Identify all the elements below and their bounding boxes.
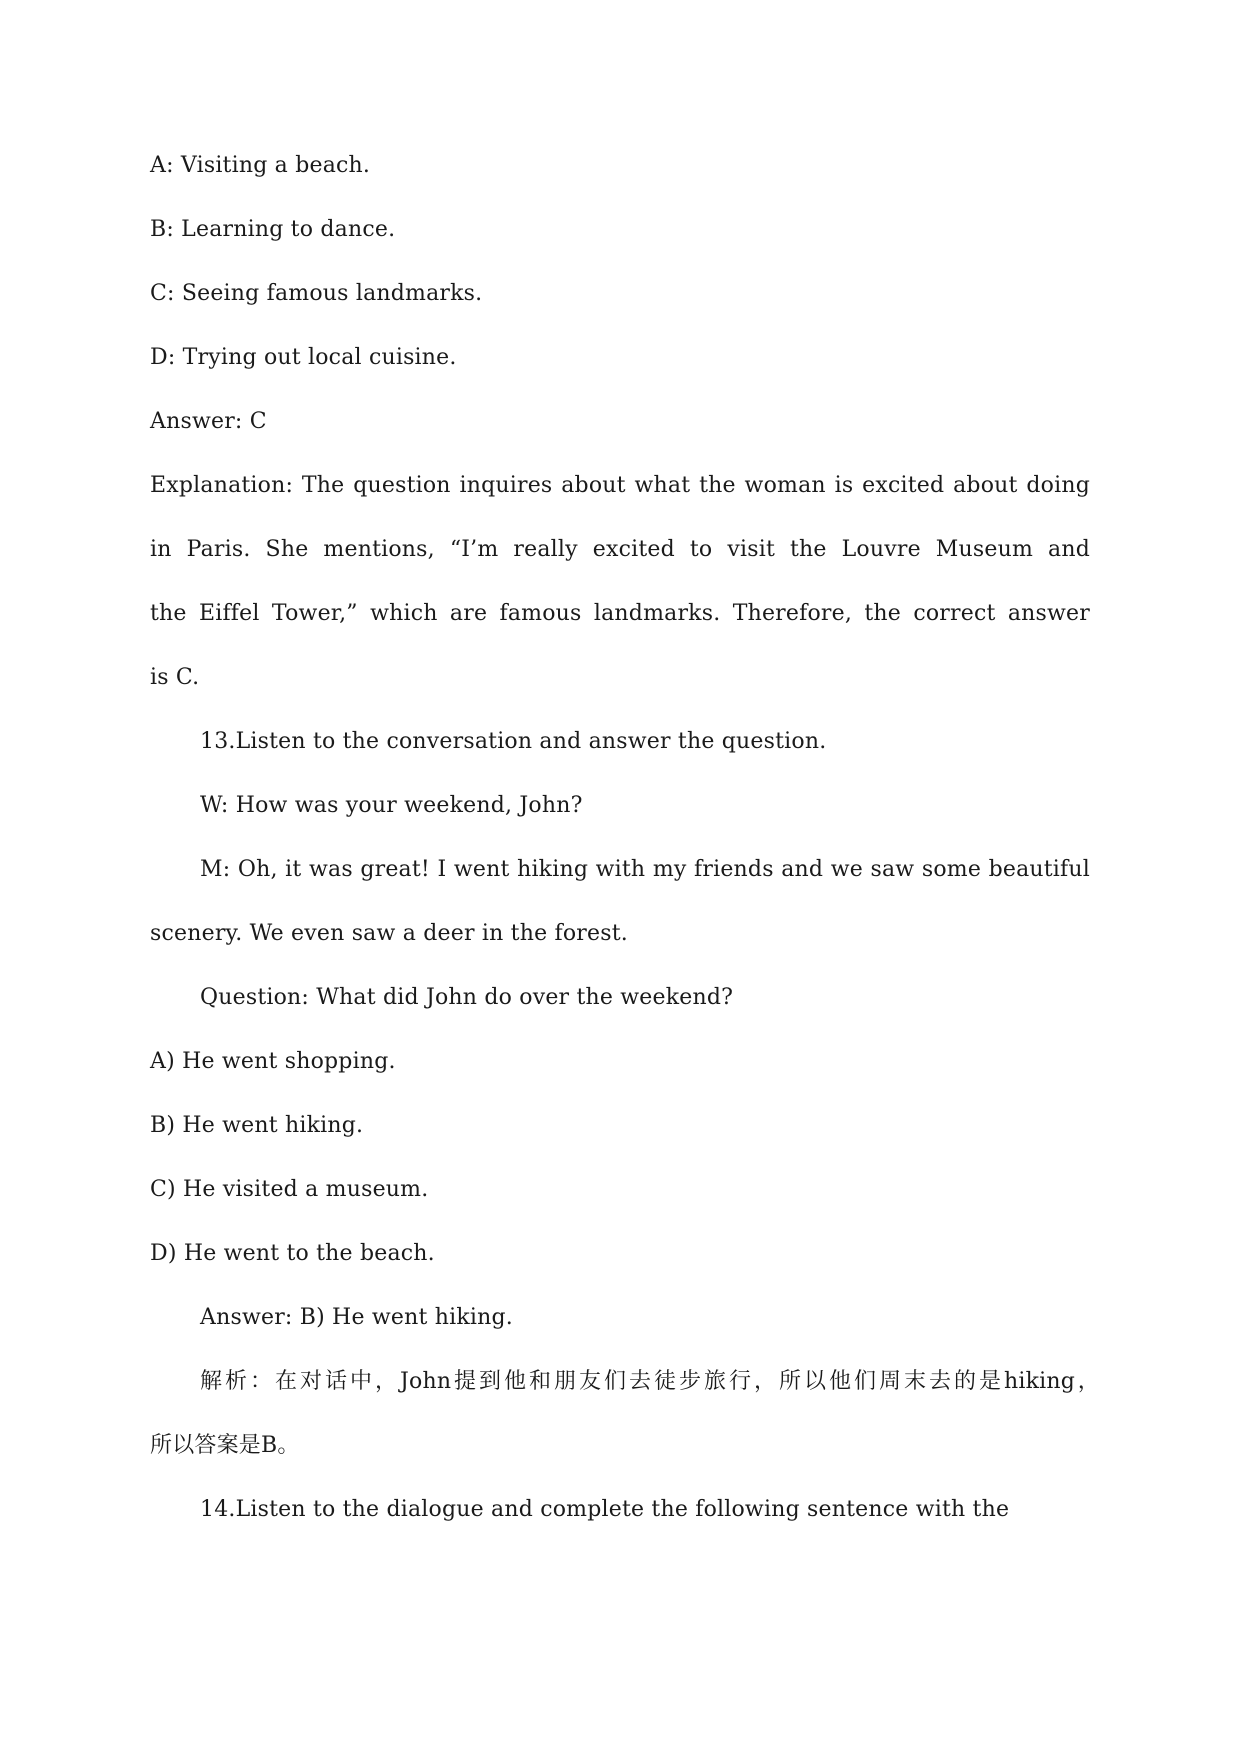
question-14-heading: 14.Listen to the dialogue and complete the following sentence with the (200, 1497, 1010, 1522)
question-13-prompt: Question: What did John do over the weekend? (200, 985, 734, 1010)
explanation-line-3: the Eiffel Tower,” which are famous landmarks. Therefore, the correct answer (150, 601, 1090, 626)
explanation-line-4: is C. (150, 665, 200, 690)
option-c: C) He visited a museum. (150, 1177, 429, 1202)
answer: Answer: B) He went hiking. (200, 1305, 513, 1330)
question-13-heading: 13.Listen to the conversation and answer the question. (200, 729, 827, 754)
option-c: C: Seeing famous landmarks. (150, 281, 483, 306)
option-a: A) He went shopping. (150, 1049, 396, 1074)
answer: Answer: C (150, 409, 267, 434)
option-b: B: Learning to dance. (150, 217, 396, 242)
option-a: A: Visiting a beach. (150, 153, 371, 178)
analysis-line-1: 解析：在对话中，John提到他和朋友们去徒步旅行，所以他们周末去的是hiking， (200, 1369, 1100, 1394)
dialogue-m-line-2: scenery. We even saw a deer in the forest. (150, 921, 628, 946)
dialogue-m-line-1: M: Oh, it was great! I went hiking with my friends and we saw some beautiful (200, 857, 1090, 882)
option-d: D: Trying out local cuisine. (150, 345, 457, 370)
analysis-line-2: 所以答案是B。 (150, 1433, 300, 1458)
explanation-line-2: in Paris. She mentions, “I’m really excited to visit the Louvre Museum and (150, 537, 1090, 562)
dialogue-w: W: How was your weekend, John? (200, 793, 583, 818)
explanation-line-1: Explanation: The question inquires about what the woman is excited about doing (150, 473, 1090, 498)
option-b: B) He went hiking. (150, 1113, 364, 1138)
option-d: D) He went to the beach. (150, 1241, 435, 1266)
